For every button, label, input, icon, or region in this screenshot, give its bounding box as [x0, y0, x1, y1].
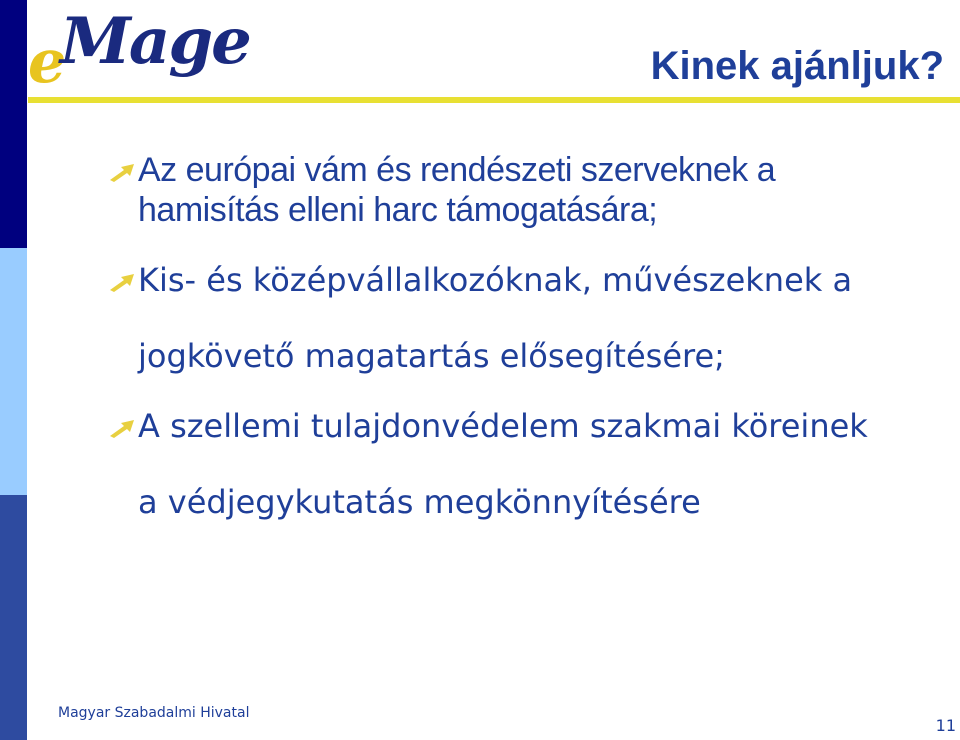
arrow-up-right-icon [108, 418, 136, 438]
bullet-3-line-2: a védjegykutatás megkönnyítésére [138, 483, 701, 521]
bullet-2-line-1: Kis- és középvállalkozóknak, művészeknek a [138, 261, 853, 299]
bullet-item-3 [108, 406, 948, 522]
left-bar-middle-segment [0, 248, 27, 495]
left-bar-top-segment [0, 0, 27, 248]
footer-organization: Magyar Szabadalmi Hivatal [58, 705, 250, 721]
bullet-1-line-1: Az európai vám és rendészeti szerveknek a [138, 151, 776, 189]
bullet-item-2 [108, 260, 948, 376]
title-underline-rule [28, 97, 960, 103]
bullet-3-line-1: A szellemi tulajdonvédelem szakmai köreinek [138, 407, 868, 445]
arrow-up-right-icon [108, 272, 136, 292]
logo-mage: Mage [60, 4, 250, 79]
page-number: 11 [935, 716, 956, 735]
left-color-bar [0, 0, 27, 740]
slide-title: Kinek ajánljuk? [650, 44, 944, 88]
left-bar-bottom-segment [0, 495, 27, 740]
bullet-item-1 [108, 150, 948, 230]
bullet-list [108, 150, 948, 522]
logo-e: e [28, 27, 67, 97]
arrow-up-right-icon [108, 162, 136, 182]
bullet-1-line-2: hamisítás elleni harc támogatására; [138, 191, 658, 229]
bullet-2-line-2: jogkövető magatartás elősegítésére; [138, 337, 725, 375]
